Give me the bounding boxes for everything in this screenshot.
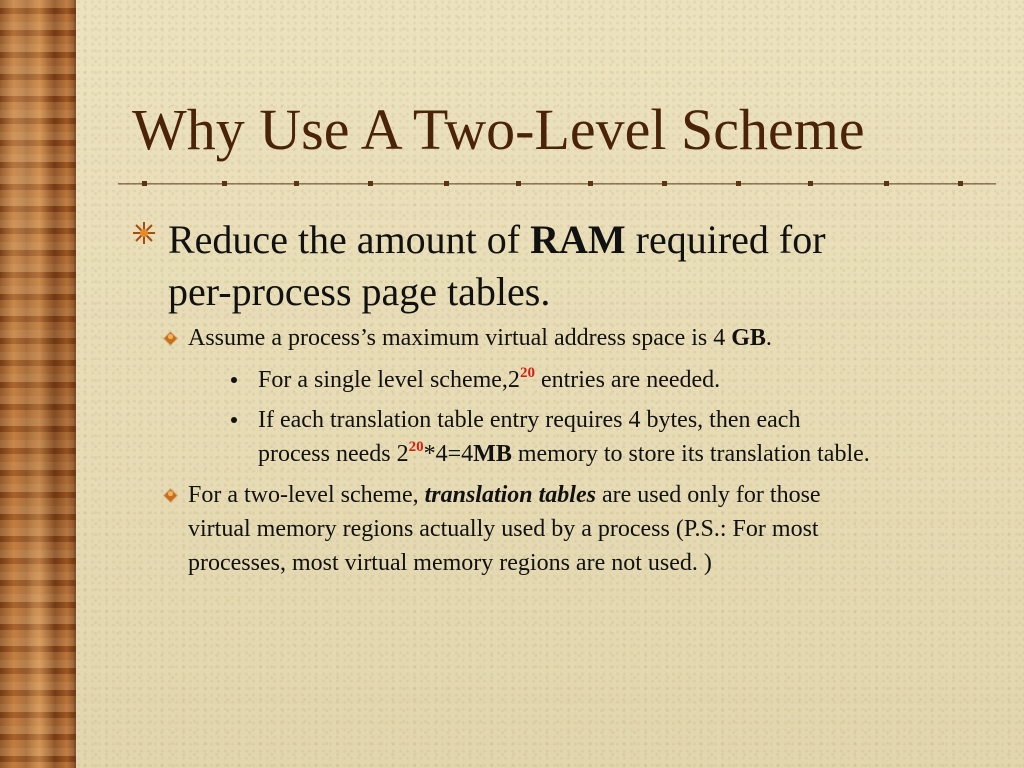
- bullet-dot: [231, 377, 237, 383]
- sub-sub-bullet-2-line-2: [258, 437, 1024, 471]
- main-bullet-line-1: [168, 214, 958, 266]
- sub-sub-bullet-2: [258, 403, 1024, 471]
- sub-sub-bullet-1-text-2: entries are needed.: [534, 367, 721, 393]
- sub-sub-bullet-2-text-1: process needs 2: [258, 441, 409, 467]
- ram-text: RAM: [530, 217, 626, 262]
- main-bullet-line-2: per-process page tables.: [168, 269, 551, 314]
- sub-sub-bullet-1-line: [258, 363, 1024, 397]
- decorative-left-border: [0, 0, 76, 768]
- sub-sub-bullet-1: [258, 363, 1024, 397]
- gb-text: GB: [731, 325, 766, 351]
- superscript-20: 20: [519, 365, 535, 381]
- sunburst-icon: [132, 221, 156, 245]
- sub-bullet-2-line-3: processes, most virtual memory regions are not used. ): [188, 550, 712, 576]
- sub-bullet-2-text-1: For a two-level scheme,: [188, 482, 425, 508]
- sub-bullet-2-text-2: are used only for those: [595, 482, 821, 508]
- sub-sub-bullet-2-text-2: *4=4: [423, 441, 474, 467]
- diamond-icon: [164, 489, 177, 502]
- translation-tables-text: translation tables: [424, 482, 596, 508]
- main-bullet-text: [168, 214, 958, 318]
- bullet-dot: [231, 417, 237, 423]
- mb-text: MB: [473, 441, 512, 467]
- sub-sub-bullet-2-text-3: memory to store its translation table.: [511, 441, 870, 467]
- sub-bullet-2: [188, 478, 978, 580]
- main-bullet-text-2: required for: [625, 217, 826, 262]
- main-bullet-text-1: Reduce the amount of: [168, 217, 531, 262]
- sub-bullet-1-line: [188, 321, 978, 355]
- sub-bullet-2-line-1: [188, 478, 978, 512]
- superscript-20: 20: [408, 439, 424, 455]
- slide-title: Why Use A Two-Level Scheme: [132, 97, 865, 162]
- sub-bullet-1-text-2: .: [765, 325, 772, 351]
- sub-bullet-2-line-2: virtual memory regions actually used by a process (P.S.: For most: [188, 516, 819, 542]
- decorative-divider: [118, 179, 996, 189]
- diamond-icon: [164, 332, 177, 345]
- sub-bullet-1: [188, 321, 978, 355]
- sub-bullet-1-text-1: Assume a process’s maximum virtual address space is 4: [188, 325, 732, 351]
- sub-sub-bullet-1-text-1: For a single level scheme,2: [258, 367, 520, 393]
- sub-sub-bullet-2-line-1: If each translation table entry requires 4 bytes, then each: [258, 407, 801, 433]
